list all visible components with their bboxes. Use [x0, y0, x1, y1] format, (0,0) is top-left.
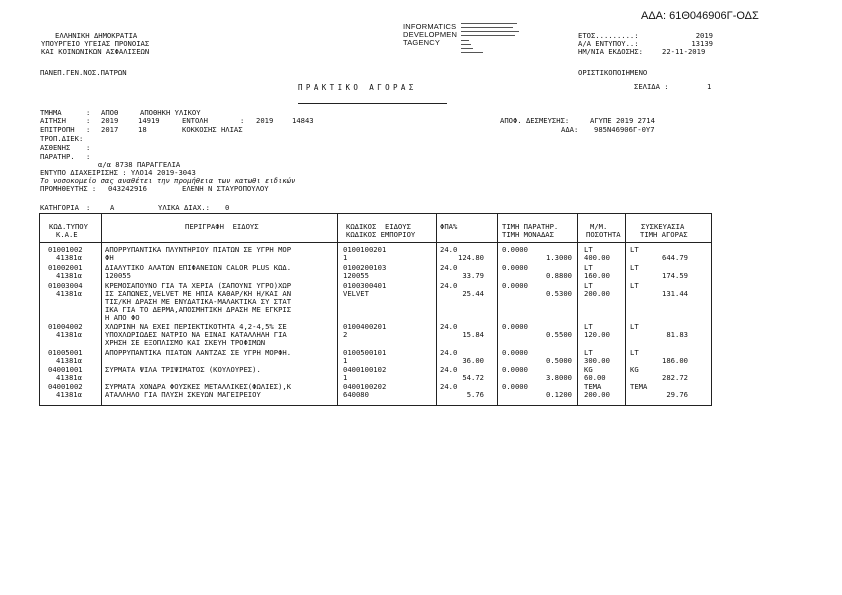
- row-description-line: ΦΗ: [105, 253, 114, 262]
- row-unit: LT: [584, 263, 593, 272]
- row-trade-code: VELVET: [343, 289, 369, 298]
- row-vat-amount: 25.44: [462, 289, 484, 298]
- row-description-line: ΙΣ ΣΑΠΩΝΕΣ,VELVET ΜΕ ΗΠΙΑ ΚΑΘΑΡ/ΚΗ Η/ΚΑΙ ΑΝ: [105, 289, 292, 298]
- row-trade-code: 1: [343, 356, 348, 365]
- category-value: Α: [110, 203, 115, 212]
- row-packaging: ΤΕΜΑ: [630, 382, 648, 391]
- row-total: 186.00: [662, 356, 688, 365]
- row-total: 282.72: [662, 373, 688, 382]
- assignment-line: Το νοσοκομείο σας αναθέτει την προμήθεια των κατωθι ειδικών: [40, 176, 296, 185]
- row-packaging: LT: [630, 245, 639, 254]
- row-vat: 24.0: [440, 322, 458, 331]
- row-vat-amount: 33.79: [462, 271, 484, 280]
- row-item-code: 0100400201: [343, 322, 387, 331]
- ylika-label: ΥΛΙΚΑ ΔΙΑΧ.:: [158, 203, 210, 212]
- header-trade-code: ΚΩΔΙΚΟΣ ΕΜΠΟΡΙΟΥ: [346, 230, 416, 239]
- org-line-2: ΥΠΟΥΡΓΕΙΟ ΥΓΕΙΑΣ ΠΡΟΝΟΙΑΣ: [41, 39, 150, 48]
- row-vat-amount: 36.00: [462, 356, 484, 365]
- row-vat-amount: 15.84: [462, 330, 484, 339]
- row-unit: LT: [584, 281, 593, 290]
- row-description-line: ΑΠΟΡΡΥΠΑΝΤΙΚΑ ΠΙΑΤΩΝ ΛΑΝΤΖΑΣ ΣΕ ΥΓΡΗ ΜΟΡΦΗ.: [105, 348, 292, 357]
- row-code: 01005001: [48, 348, 83, 357]
- header-description: ΠΕΡΙΓΡΑΦΗ ΕΙΔΟΥΣ: [185, 222, 259, 231]
- epitropi-year: 2017: [101, 125, 119, 134]
- trop-label: ΤΡΟΠ.ΔΙΕΚ:: [40, 134, 84, 143]
- apof-value: ΑΓΥΠΕ 2019 2714: [590, 116, 655, 125]
- row-trade-code: 2: [343, 330, 348, 339]
- header-item-code: ΚΩΔΙΚΟΣ ΕΙΔΟΥΣ: [346, 222, 411, 231]
- row-description-line: ΤΙΣ/ΚΗ ΔΡΑΣΗ ΜΕ ΕΝΥΔΑΤΙΚΑ-ΜΑΛΑΚΤΙΚΑ ΣΥ ΣΤΑΤ: [105, 297, 292, 306]
- epitropi-number: 18: [138, 125, 147, 134]
- aitisi-number: 14919: [138, 116, 160, 125]
- row-price-observed: 0.0000: [502, 382, 528, 391]
- row-kae: 41381α: [56, 253, 82, 262]
- org-line-1: ΕΛΛΗΝΙΚΗ ΔΗΜΟΚΡΑΤΙΑ: [55, 31, 138, 40]
- row-trade-code: 1: [343, 373, 348, 382]
- row-item-code: 0100300401: [343, 281, 387, 290]
- row-unit: ΤΕΜΑ: [584, 382, 602, 391]
- row-kae: 41381α: [56, 390, 82, 399]
- tmima-label: ΤΜΗΜΑ: [40, 108, 62, 117]
- page-number: 1: [707, 82, 712, 91]
- row-unit-price: 3.8000: [546, 373, 572, 382]
- header-price-obs: ΤΙΜΗ ΠΑΡΑΤΗΡ.: [502, 222, 559, 231]
- row-unit-price: 1.3000: [546, 253, 572, 262]
- tmima-name: ΑΠΟΘΗΚΗ ΥΛΙΚΟΥ: [140, 108, 201, 117]
- logo-line-3: TAGENCY: [403, 38, 441, 47]
- row-vat-amount: 54.72: [462, 373, 484, 382]
- logo-line-2: DEVELOPMEN: [403, 30, 458, 39]
- entoli-number: 14843: [292, 116, 314, 125]
- logo-line-1: INFORMATICS: [403, 22, 457, 31]
- order-value: 13139: [691, 39, 713, 48]
- header-vat: ΦΠΑ%: [440, 222, 458, 231]
- row-item-code: 0100200103: [343, 263, 387, 272]
- row-packaging: LT: [630, 263, 639, 272]
- ylika-value: 0: [225, 203, 230, 212]
- date-value: 22-11-2019: [662, 47, 706, 56]
- row-description-line: ΣΥΡΜΑΤΑ ΨΙΛΑ ΤΡΙΨΙΜΑΤΟΣ (ΚΟΥΛΟΥΡΕΣ).: [105, 365, 261, 374]
- row-description-line: ΑΠΟΡΡΥΠΑΝΤΙΚΑ ΠΛΥΝΤΗΡΙΟΥ ΠΙΑΤΩΝ ΣΕ ΥΓΡΗ ΜΟΡ: [105, 245, 292, 254]
- row-vat: 24.0: [440, 348, 458, 357]
- row-packaging: LT: [630, 281, 639, 290]
- page-label: ΣΕΛΙΔΑ :: [634, 82, 669, 91]
- epitropi-name: ΚΟΚΚΟΣΗΣ ΗΛΙΑΣ: [182, 125, 243, 134]
- aitisi-year: 2019: [101, 116, 119, 125]
- asthenis-label: ΑΣΘΕΝΗΣ: [40, 143, 71, 152]
- supplier-label: ΠΡΟΜΗΘΕΥΤΗΣ :: [40, 184, 97, 193]
- title-underline: [298, 103, 447, 104]
- row-vat: 24.0: [440, 281, 458, 290]
- row-item-code: 0100100201: [343, 245, 387, 254]
- row-price-observed: 0.0000: [502, 322, 528, 331]
- supplier-code: 043242916: [108, 184, 147, 193]
- row-description-line: ΥΠΟΧΛΩΡΙΩΔΕΣ ΝΑΤΡΙΟ ΝΑ ΕΙΝΑΙ ΚΑΤΑΛΛΗΛΗ ΓΙΑ: [105, 330, 287, 339]
- row-unit: LT: [584, 322, 593, 331]
- row-description-line: ΧΡΗΣΗ ΣΕ ΕΞΟΠΛΙΣΜΟ ΚΑΙ ΣΚΕΥΗ ΤΡΟΦΙΜΩΝ: [105, 338, 266, 347]
- org-line-3: ΚΑΙ ΚΟΙΝΩΝΙΚΩΝ ΑΣΦΑΛΙΣΕΩΝ: [41, 47, 150, 56]
- row-description-line: ΔΙΑΛΥΤΙΚΟ ΑΛΑΤΩΝ ΕΠΙΦΑΝΕΙΩΝ CALOR PLUS ΚΩΔ.: [105, 263, 292, 272]
- row-packaging: KG: [630, 365, 639, 374]
- row-total: 29.76: [666, 390, 688, 399]
- order-label: Α/Α ΕΝΤΥΠΟΥ..:: [578, 39, 639, 48]
- row-unit-price: 0.8800: [546, 271, 572, 280]
- row-description-line: ΑΤΑΛΛΗΛΟ ΓΙΑ ΠΛΥΣΗ ΣΚΕΥΩΝ ΜΑΓΕΙΡΕΙΟΥ: [105, 390, 261, 399]
- header-purchase-price: ΤΙΜΗ ΑΓΟΡΑΣ: [640, 230, 688, 239]
- row-vat: 24.0: [440, 365, 458, 374]
- entoli-year: 2019: [256, 116, 274, 125]
- header-kae: Κ.Α.Ε: [56, 230, 78, 239]
- row-total: 644.79: [662, 253, 688, 262]
- status-text: ΟΡΙΣΤΙΚΟΠΟΙΗΜΕΝΟ: [578, 68, 648, 77]
- row-unit-price: 0.1200: [546, 390, 572, 399]
- row-description-line: ΧΛΩΡΙΝΗ ΝΑ ΕΧΕΙ ΠΕΡΙΕΚΤΙΚΟΤΗΤΑ 4,2-4,5% ΣΕ: [105, 322, 287, 331]
- row-code: 04001001: [48, 365, 83, 374]
- row-total: 131.44: [662, 289, 688, 298]
- row-code: 01004002: [48, 322, 83, 331]
- category-label: ΚΑΤΗΓΟΡΙΑ: [40, 203, 79, 212]
- row-trade-code: 640080: [343, 390, 369, 399]
- row-total: 174.59: [662, 271, 688, 280]
- row-code: 01002001: [48, 263, 83, 272]
- row-vat: 24.0: [440, 245, 458, 254]
- row-price-observed: 0.0000: [502, 365, 528, 374]
- parat-label: ΠΑΡΑΤΗΡ.: [40, 152, 75, 161]
- row-trade-code: 1: [343, 253, 348, 262]
- ada-value: 985Ν46906Γ-0Υ7: [594, 125, 655, 134]
- row-description-line: 120055: [105, 271, 131, 280]
- row-quantity: 200.00: [584, 289, 610, 298]
- row-unit: LT: [584, 348, 593, 357]
- row-price-observed: 0.0000: [502, 263, 528, 272]
- row-price-observed: 0.0000: [502, 245, 528, 254]
- row-description-line: Η ΑΠΟ ΦΟ: [105, 313, 140, 322]
- year-label: ΕΤΟΣ.........:: [578, 31, 639, 40]
- row-quantity: 60.00: [584, 373, 606, 382]
- row-code: 01003004: [48, 281, 83, 290]
- ada-label: ΑΔΑ:: [561, 125, 579, 134]
- year-value: 2019: [695, 31, 713, 40]
- entypo-line: ΕΝΤΥΠΟ ΔΙΑΧΕΙΡΙΣΗΣ : ΥΛΟ14 2019-3043: [40, 168, 196, 177]
- row-quantity: 160.00: [584, 271, 610, 280]
- row-unit: LT: [584, 245, 593, 254]
- row-vat: 24.0: [440, 263, 458, 272]
- header-unit-price: ΤΙΜΗ ΜΟΝΑΔΑΣ: [502, 230, 554, 239]
- row-quantity: 400.00: [584, 253, 610, 262]
- header-code-type: ΚΩΔ.ΤΥΠΟΥ: [49, 222, 88, 231]
- epitropi-label: ΕΠΙΤΡΟΠΗ: [40, 125, 75, 134]
- header-quantity: ΠΟΣΟΤΗΤΑ: [586, 230, 621, 239]
- header-mm: Μ/Μ.: [590, 222, 608, 231]
- row-code: 04001002: [48, 382, 83, 391]
- row-item-code: 0400100202: [343, 382, 387, 391]
- row-vat: 24.0: [440, 382, 458, 391]
- row-packaging: LT: [630, 348, 639, 357]
- date-label: ΗΜ/ΝΙΑ ΕΚΔΟΣΗΣ:: [578, 47, 643, 56]
- row-description-line: ΚΡΕΜΟΣΑΠΟΥΝΟ ΓΙΑ ΤΑ ΧΕΡΙΑ (ΣΑΠΟΥΝΙ ΥΓΡΟ)ΧΩΡ: [105, 281, 292, 290]
- row-total: 81.83: [666, 330, 688, 339]
- tmima-code: ΑΠΟΘ: [101, 108, 119, 117]
- supplier-name: ΕΛΕΝΗ Ν ΣΤΑΥΡΟΠΟΥΛΟΥ: [182, 184, 269, 193]
- row-unit: KG: [584, 365, 593, 374]
- row-code: 01001002: [48, 245, 83, 254]
- row-quantity: 120.00: [584, 330, 610, 339]
- row-item-code: 0400100102: [343, 365, 387, 374]
- aitisi-label: ΑΙΤΗΣΗ: [40, 116, 66, 125]
- row-price-observed: 0.0000: [502, 281, 528, 290]
- row-description-line: ΣΥΡΜΑΤΑ ΧΟΝΔΡΑ ΦΟΥΣΚΕΣ ΜΕΤΑΛΛΙΚΕΣ(ΦΩΛΙΕΣ),Κ: [105, 382, 292, 391]
- row-kae: 41381α: [56, 330, 82, 339]
- order-reference: α/α 8738 ΠΑΡΑΓΓΕΛΙΑ: [98, 160, 181, 169]
- row-price-observed: 0.0000: [502, 348, 528, 357]
- row-kae: 41381α: [56, 271, 82, 280]
- entoli-label: ΕΝΤΟΛΗ: [182, 116, 208, 125]
- row-kae: 41381α: [56, 289, 82, 298]
- row-quantity: 300.00: [584, 356, 610, 365]
- row-description-line: ΙΚΑ ΓΙΑ ΤΟ ΔΕΡΜΑ,ΑΠΟΣΜΗΤΙΚΗ ΔΡΑΣΗ ΜΕ ΕΓΚΡΙΣ: [105, 305, 292, 314]
- row-item-code: 0100500101: [343, 348, 387, 357]
- row-unit-price: 0.5500: [546, 330, 572, 339]
- row-vat-amount: 5.76: [466, 390, 484, 399]
- ada-header: ΑΔΑ: 61Θ046906Γ-ΟΔΣ: [641, 10, 759, 22]
- row-vat-amount: 124.80: [458, 253, 484, 262]
- header-packaging: ΣΥΣΚΕΥΑΣΙΑ: [641, 222, 685, 231]
- document-title: ΠΡΑΚΤΙΚΟ ΑΓΟΡΑΣ: [298, 83, 417, 92]
- row-trade-code: 120055: [343, 271, 369, 280]
- row-kae: 41381α: [56, 373, 82, 382]
- hospital-name: ΠΑΝΕΠ.ΓΕΝ.ΝΟΣ.ΠΑΤΡΩΝ: [40, 68, 127, 77]
- row-unit-price: 0.5300: [546, 289, 572, 298]
- row-unit-price: 0.5000: [546, 356, 572, 365]
- row-quantity: 200.00: [584, 390, 610, 399]
- apof-label: ΑΠΟΦ. ΔΕΣΜΕΥΣΗΣ:: [500, 116, 570, 125]
- row-packaging: LT: [630, 322, 639, 331]
- row-kae: 41381α: [56, 356, 82, 365]
